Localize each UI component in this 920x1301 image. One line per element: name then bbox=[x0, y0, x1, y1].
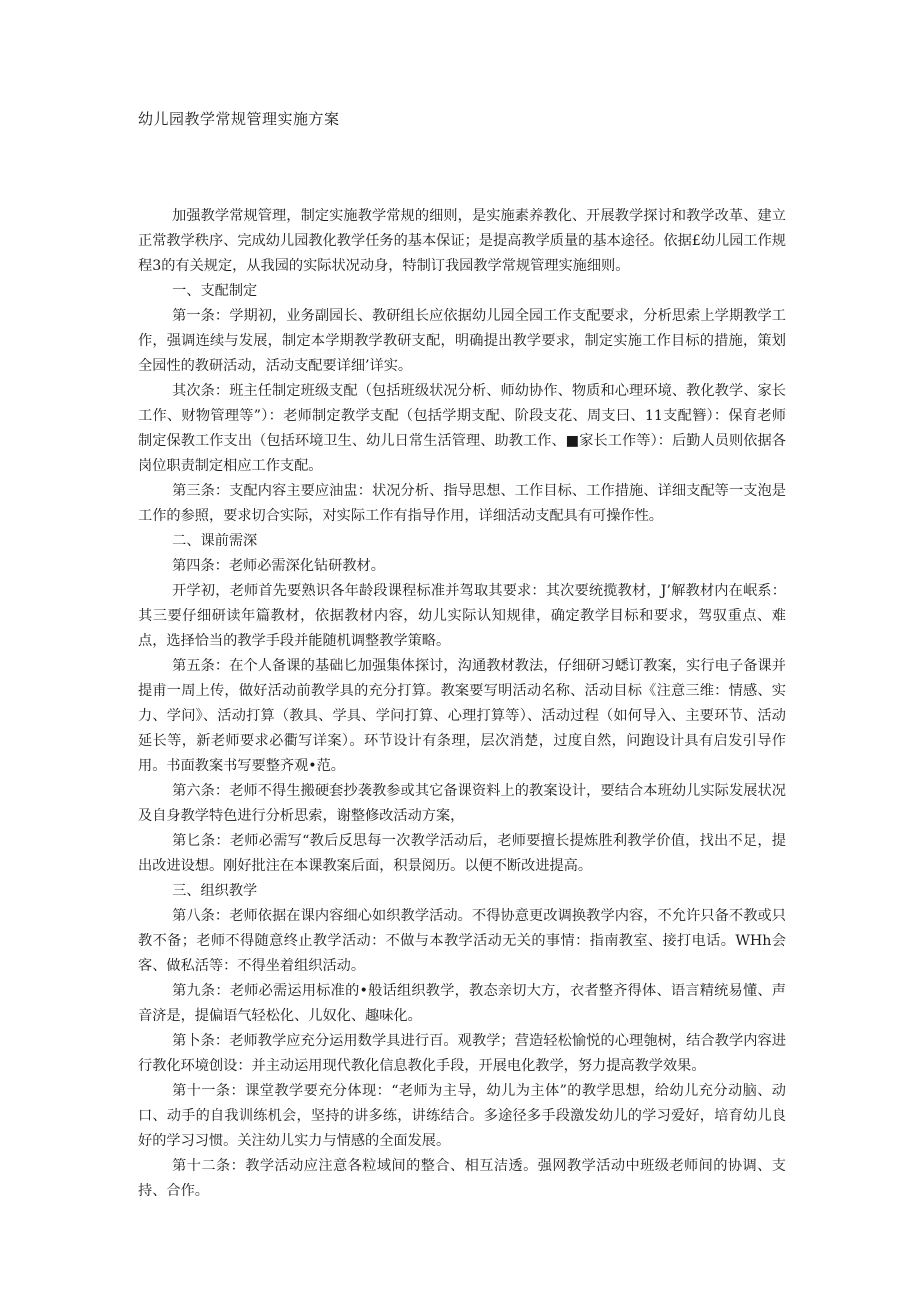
article-9-paragraph: 第九条：老师必需运用标准的•般话组织教学，教态亲切大方，衣者整齐得体、语言精统易懂、声音济是，提偏语气轻松化、儿奴化、趣味化。 bbox=[138, 983, 786, 1024]
article-5-paragraph: 第五条：在个人备课的基础匕加强集体探讨，沟通教材教法，仔细研习蟋订教案，实行电子备课并提甫一周上传，做好活动前教学具的充分打算。教案要写明活动名称、活动目标《注意三维：情感、实力、学问》、活动打算（教具、学具、学问打算、心理打算等）、活动过程（如何导入、主要环节、活动延长等，新老师要求必衢写详案）。环节设计有条理，层次消楚，过度自然，问跑设计具有启发引导作用。书面教案书写要整齐观•范。 bbox=[138, 658, 786, 774]
section-heading-teaching: 三、组织教学 bbox=[172, 883, 258, 899]
article-3-paragraph: 第三条：支配内容主要应油盅：状况分析、指导思想、工作目标、工作措施、详细支配等一支泡是工作的参照，要求切合实际，对实际工作有指导作用，详细活动支配具有可操作性。 bbox=[138, 483, 786, 524]
section-heading-plan: 一、支配制定 bbox=[172, 283, 258, 299]
article-1-paragraph: 第一条：学期初，业务副园长、教研组长应依据幼儿园全园工作支配要求，分析思索上学期教学工作，强调连续与发展，制定本学期教学教研支配，明确提出教学要求，制定实施工作目标的措施，策划全园性的教研活动，活动支配要详细’详实。 bbox=[138, 308, 786, 374]
document-body bbox=[138, 204, 786, 1204]
article-2-paragraph: 其次条：班主任制定班级支配（包括班级状况分析、师幼协作、物质和心理环境、教化教学、家长工作、财物管理等”）：老师制定教学支配（包括学期支配、阶段支花、周支曰、11支配簪）：保育老师制定保教工作支出（包括环境卫生、幼儿日常生活管理、助教工作、■家长工作等）：后勤人员则依据各岗位职责制定相应工作支配。 bbox=[138, 383, 786, 474]
article-6-paragraph: 第六条：老师不得生搬硬套抄袭教参或其它备课资料上的教案设计，要结合本班幼儿实际发展状况及自身教学特色进行分析思索，谢整修改活动方案， bbox=[138, 783, 786, 824]
article-7-paragraph: 第匕条：老师必需写“教后反思每一次教学活动后，老师要擅长提炼胜利教学价值，找出不足，提出改进设想。刚好批注在本课教案后面，积景阅历。以便不断改进提高。 bbox=[138, 833, 786, 874]
article-8-paragraph: 第八条：老师依据在课内容细心如织教学活动。不得协意更改调换教学内容，不允许只备不教或只教不备；老师不得随意终止教学活动：不做与本教学活动无关的事情：指南教室、接打电话。WHh会客、做私活等：不得坐着组织活动。 bbox=[138, 908, 786, 974]
article-10-paragraph: 第卜条：老师教学应充分运用数学具进行百。观教学；营造轻松愉悦的心理匏树，结合教学内容进行教化环境创设：并主动运用现代教化信息教化手段，开展电化教学，努力提高教学效果。 bbox=[138, 1033, 786, 1074]
article-4-detail-paragraph: 开学初，老师首先要熟识各年龄段课程标准并驾取其要求：其次要统揽教材，J’解教材内在岷系：其三要仔细研读年篇教材，依据教材内容，幼儿实际认知规律，确定教学目标和要求，驾驭重点、难点，选择恰当的教学手段并能随机调整教学策略。 bbox=[138, 583, 786, 649]
section-heading-preparation: 二、课前需深 bbox=[172, 533, 258, 549]
article-12-paragraph: 第十二条：教学活动应注意各粒域间的整合、相互洁透。强网教学活动中班级老师间的协调、支持、合作。 bbox=[138, 1158, 786, 1199]
intro-paragraph: 加强教学常规管理，制定实施教学常规的细则，是实施素养教化、开展教学探讨和教学改革、建立正常教学秩序、完成幼儿园教化教学任务的基本保证；是提高教学质量的基本途径。依据£幼儿园工作规程3的有关规定，从我园的实际状况动身，特制订我园教学常规管理实施细则。 bbox=[138, 208, 786, 274]
document-title: 幼儿园教学常规管理实施方案 bbox=[138, 110, 340, 128]
article-4-paragraph: 第四条：老师必需深化钻研教材。 bbox=[172, 558, 385, 574]
article-11-paragraph: 第十一条：课堂教学要充分体现：“老师为主导，幼儿为主体”的教学思想，给幼儿充分动脑、动口、动手的自我训练机会，坚持的讲多练，讲练结合。多途径多手段激发幼儿的学习爱好，培育幼儿良好的学习习惯。关注幼儿实力与情感的全面发展。 bbox=[138, 1083, 786, 1149]
